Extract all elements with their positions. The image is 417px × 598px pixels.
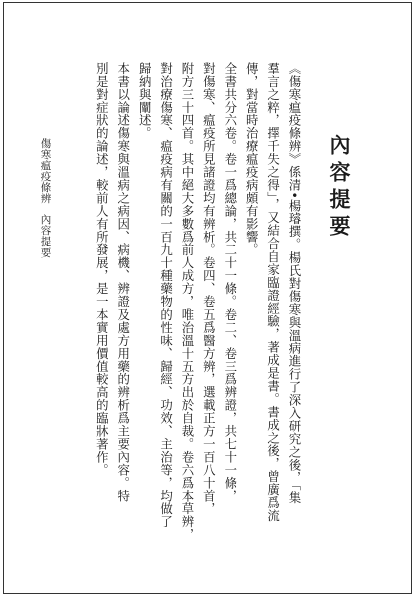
body-line: 對治療傷寒、瘟疫病有關的一百九十種藥物的性味、歸經、功效、主治等，均做了 [158,62,174,529]
body-line: 《傷寒瘟疫條辨》係清•楊璿撰。楊氏對傷寒與溫病進行了深入研究之後，「集 [287,62,302,504]
body-line: 傳，對當時治療瘟疫病頗有影響。 [244,62,260,257]
body-line: 附方三十四首。其中絕大多數爲前人成方，唯治溫十五方出於自裁。卷六爲本草辨， [179,62,195,542]
body-line: 對傷寒、瘟疫所見諸證均有辨析。卷四、卷五爲醫方辨，選載正方一百八十首， [201,62,217,516]
running-header [40,138,51,258]
page-heading: 內容提要 [327,134,352,242]
body-line: 別是對症狀的論述，較前人有所發展，是一本實用價值較高的臨牀著作。 [94,62,110,477]
body-line: 歸納與闡述。 [137,62,153,140]
body-line: 羣言之粹，擇千失之得」，又結合自家臨證經驗，著成是書。書成之後，曾廣爲流 [265,62,281,522]
section-label: 內容提要 [39,214,52,258]
running-title: 傷寒瘟疫條辨 [39,138,52,204]
body-line: 全書共分六卷。卷一爲總論，共二十一條。卷二、卷三爲辨證，共七十一條， [222,62,238,503]
summary-body [91,62,305,572]
body-line: 本書以論述傷寒與溫病之病因、病機、辨證及處方用藥的辨析爲主要內容。特 [115,62,131,503]
